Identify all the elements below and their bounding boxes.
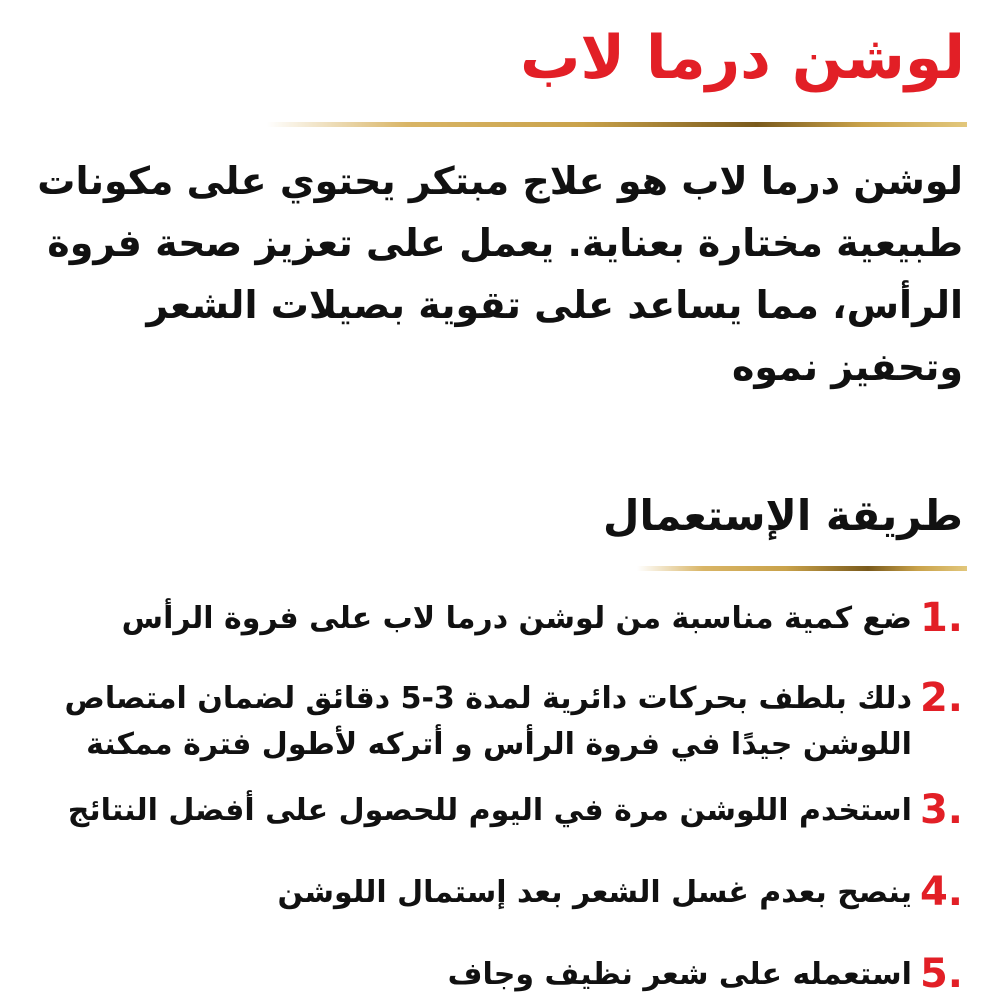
product-title: لوشن درما لاب (520, 23, 965, 93)
step-text: ضع كمية مناسبة من لوشن درما لاب على فروة الرأس (121, 601, 912, 636)
usage-step-3 (43, 782, 963, 838)
usage-step-4 (43, 864, 963, 920)
step-text: دلك بلطف بحركات دائرية لمدة 3-5 دقائق لضمان امتصاص اللوشن جيدًا في فروة الرأس و أتركه لأطول فترة ممكنة (64, 681, 912, 762)
title-divider (267, 122, 967, 127)
step-number: 4. (919, 869, 963, 915)
step-number: 5. (919, 951, 963, 997)
step-number: 3. (919, 787, 963, 833)
usage-step-2 (43, 670, 963, 768)
usage-divider (637, 566, 967, 571)
step-number: 2. (919, 675, 963, 721)
usage-step-1 (43, 590, 963, 646)
usage-steps-list (43, 590, 963, 1002)
step-number: 1. (919, 595, 963, 641)
step-text: استعمله على شعر نظيف وجاف (447, 957, 912, 992)
usage-step-5 (43, 946, 963, 1002)
usage-section-title: طريقة الإستعمال (603, 491, 963, 540)
step-text: ينصح بعدم غسل الشعر بعد إستمال اللوشن (277, 875, 912, 910)
product-description: لوشن درما لاب هو علاج مبتكر يحتوي على مكونات طبيعية مختارة بعناية. يعمل على تعزيز صحة فروة الرأس، مما يساعد على تقوية بصيلات الشعر وتحفيز نموه (37, 159, 963, 389)
step-text: استخدم اللوشن مرة في اليوم للحصول على أفضل النتائج (67, 793, 912, 828)
